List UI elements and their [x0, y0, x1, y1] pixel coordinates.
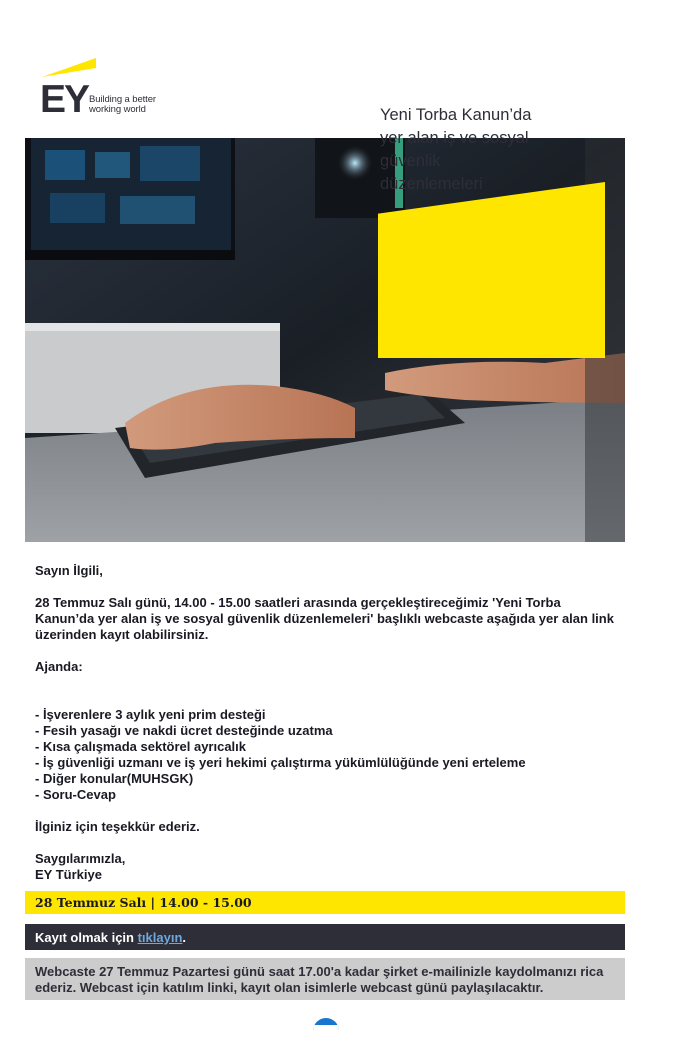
agenda-item: - Diğer konular(MUHSGK) [35, 771, 194, 786]
agenda-item: - Fesih yasağı ve nakdi ücret desteğinde uzatma [35, 723, 333, 738]
register-prefix: Kayıt olmak için [35, 930, 138, 945]
logo-tagline [89, 95, 156, 115]
register-bar [25, 924, 625, 950]
event-date-text: 28 Temmuz Salı | 14.00 - 15.00 [35, 895, 252, 910]
agenda-item: - Kısa çalışmada sektörel ayrıcalık [35, 739, 247, 754]
register-link[interactable]: tıklayın [137, 930, 183, 945]
agenda-item: - İşverenlere 3 aylık yeni prim desteği [35, 707, 266, 722]
tagline-line-2: working world [89, 104, 146, 115]
registration-note-text: Webcaste 27 Temmuz Pazartesi günü saat 17.00'a kadar şirket e-mailinizle kaydolmanızı rica ederiz. Webcast için katılım linki, kayıt olan isimlerle webcast günü paylaşılacaktır. [35, 964, 604, 995]
thanks-text: İlginiz için teşekkür ederiz. [35, 819, 200, 834]
agenda-list [35, 707, 615, 803]
hero-title: Yeni Torba Kanun’da yer alan iş ve sosyal güvenlik düzenlemeleri [380, 106, 532, 193]
register-text [35, 930, 186, 945]
logo-text: EY [40, 78, 89, 117]
bottom-circle-icon[interactable] [313, 1018, 339, 1032]
agenda-item: - Soru-Cevap [35, 787, 116, 802]
event-date-bar [25, 891, 625, 914]
greeting: Sayın İlgili, [35, 563, 103, 578]
ey-logo [40, 55, 170, 117]
intro-paragraph: 28 Temmuz Salı günü, 14.00 - 15.00 saatleri arasında gerçekleştireceğimiz 'Yeni Torba Kanun’da yer alan iş ve sosyal güvenlik düzenlemeleri' başlıklı webcaste aşağıda yer alan link üzerinden kayıt olabilirsiniz. [35, 595, 614, 642]
registration-note-bar [25, 958, 625, 1000]
email-body [35, 563, 615, 883]
closing-text: Saygılarımızla, [35, 851, 126, 866]
hero-banner [25, 138, 625, 542]
agenda-item: - İş güvenliği uzmanı ve iş yeri hekimi çalıştırma yükümlülüğünde yeni erteleme [35, 755, 526, 770]
agenda-title: Ajanda: [35, 659, 83, 674]
tagline-line-1: Building a better [89, 94, 156, 105]
signature-text: EY Türkiye [35, 867, 102, 882]
register-suffix: . [182, 930, 187, 945]
